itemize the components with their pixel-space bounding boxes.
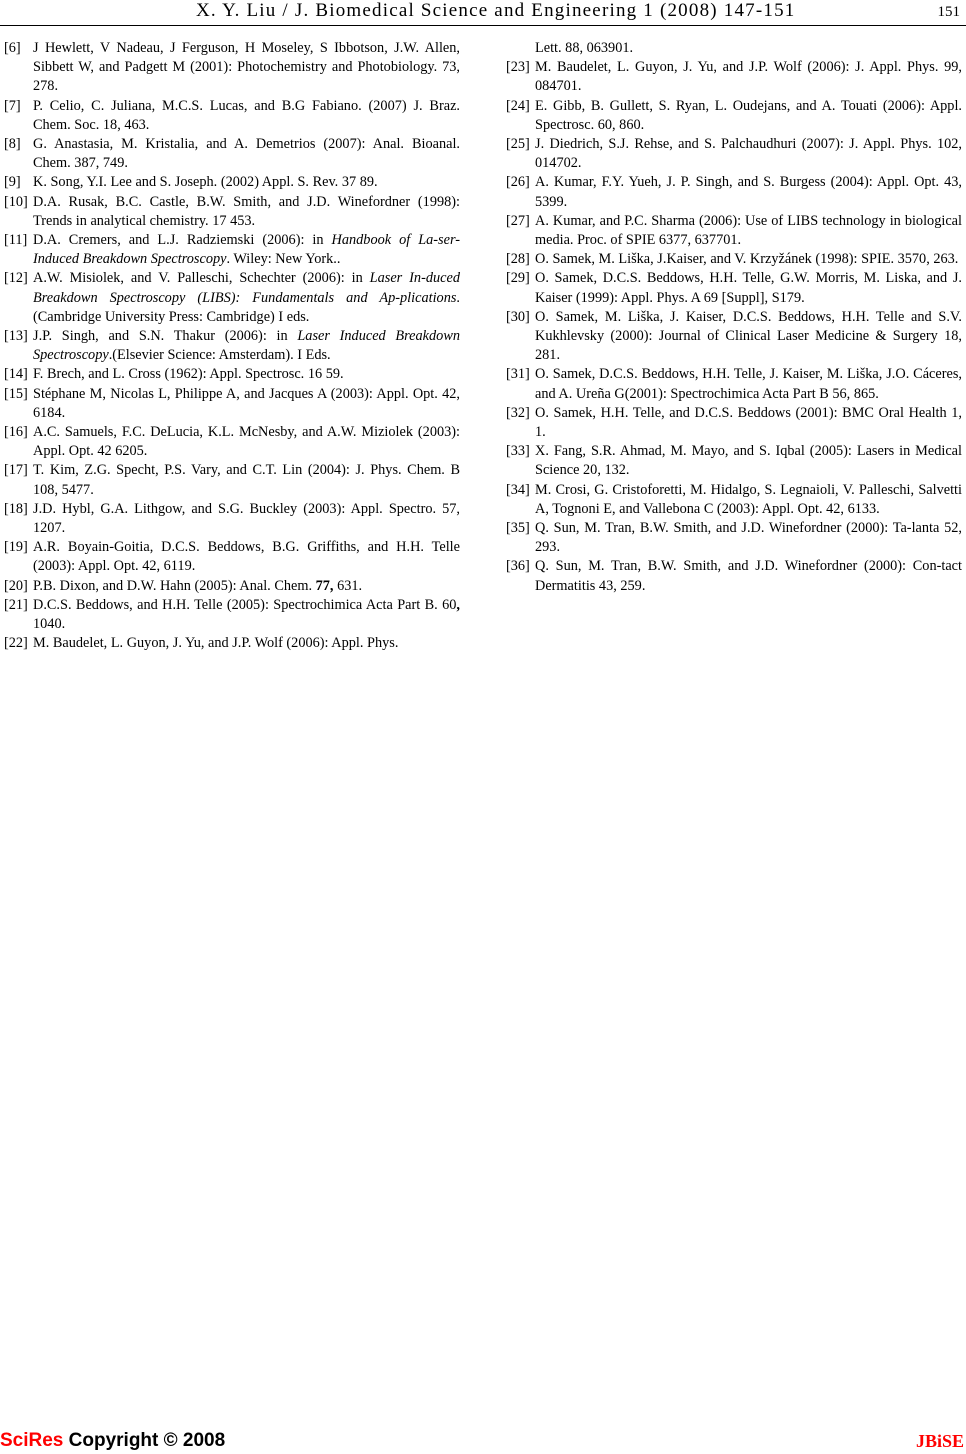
reference-text: J Hewlett, V Nadeau, J Ferguson, H Moseley, S Ibbotson, J.W. Allen, Sibbett W, and Padgett M (2001): Photochemistry and Photobiology. 73, 278. [33, 40, 460, 95]
reference-text: A.R. Boyain-Goitia, D.C.S. Beddows, B.G. Griffiths, and H.H. Telle (2003): Appl. Opt. 42, 6119. [33, 539, 460, 575]
reference-text: Q. Sun, M. Tran, B.W. Smith, and J.D. Winefordner (2000): Ta-lanta 52, 293. [535, 520, 962, 556]
reference-item [4, 385, 460, 423]
copyright-text: Copyright © 2008 [63, 1430, 226, 1451]
reference-number: [13] [4, 328, 28, 345]
reference-text: A.W. Misiolek, and V. Palleschi, Schechter (2006): in [33, 270, 370, 287]
reference-title-italic: Laser In-duced Breakdown Spectroscopy (LIBS): Fundamentals and Ap-plications [33, 270, 460, 306]
reference-number: [20] [4, 577, 28, 594]
reference-number: [28] [506, 251, 530, 268]
reference-continuation [506, 39, 962, 58]
reference-number: [26] [506, 174, 530, 191]
reference-item [506, 365, 962, 403]
reference-text: J. Diedrich, S.J. Rehse, and S. Palchaudhuri (2007): J. Appl. Phys. 102, 014702. [535, 136, 962, 172]
publisher-name: SciRes [0, 1430, 64, 1451]
reference-number: [23] [506, 59, 530, 76]
reference-item [506, 58, 962, 96]
reference-number: [27] [506, 212, 530, 229]
reference-item [4, 461, 460, 499]
reference-item [4, 538, 460, 576]
reference-item [4, 173, 460, 192]
reference-text: J.P. Singh, and S.N. Thakur (2006): in [33, 328, 298, 345]
reference-number: [7] [4, 97, 21, 114]
reference-item [4, 634, 460, 653]
reference-text: G. Anastasia, M. Kristalia, and A. Demetrios (2007): Anal. Bioanal. Chem. 387, 749. [33, 136, 460, 172]
reference-text: .(Elsevier Science: Amsterdam). I Eds. [108, 347, 331, 364]
reference-number: [31] [506, 366, 530, 383]
reference-text: O. Samek, M. Liška, J. Kaiser, D.C.S. Beddows, H.H. Telle and S.V. Kukhlevsky (2000): Journal of Clinical Laser Medicine & Surgery 18, 281. [535, 308, 962, 364]
reference-number: [29] [506, 270, 530, 287]
reference-item [4, 500, 460, 538]
reference-text: Q. Sun, M. Tran, B.W. Smith, and J.D. Winefordner (2000): Con-tact Dermatitis 43, 259. [535, 558, 962, 594]
reference-text: D.A. Cremers, and L.J. Radziemski (2006): in [33, 232, 332, 249]
reference-number: [10] [4, 193, 28, 210]
reference-number: [8] [4, 136, 21, 153]
reference-item [4, 193, 460, 231]
reference-item [506, 250, 962, 269]
reference-text: O. Samek, D.C.S. Beddows, H.H. Telle, J. Kaiser, M. Liška, J.O. Cáceres, and A. Ureña G(2001): Spectrochimica Acta Part B 56, 865. [535, 366, 962, 402]
reference-item [506, 442, 962, 480]
running-title: X. Y. Liu / J. Biomedical Science and Engineering 1 (2008) 147-151 [196, 0, 796, 21]
reference-item [506, 269, 962, 307]
reference-number: [21] [4, 596, 28, 613]
references-list-right [506, 58, 962, 596]
reference-item [4, 97, 460, 135]
reference-text: 631. [333, 577, 363, 594]
reference-number: [36] [506, 558, 530, 575]
reference-item [4, 577, 460, 596]
reference-item [4, 327, 460, 365]
reference-number: [17] [4, 462, 28, 479]
reference-text: O. Samek, D.C.S. Beddows, H.H. Telle, G.W. Morris, M. Liska, and J. Kaiser (1999): Appl. Phys. A 69 [Suppl], S179. [535, 270, 962, 306]
reference-number: [22] [4, 635, 28, 652]
reference-item [4, 423, 460, 461]
reference-number: [32] [506, 404, 530, 421]
reference-number: [6] [4, 40, 21, 56]
reference-text: M. Baudelet, L. Guyon, J. Yu, and J.P. Wolf (2006): Appl. Phys. [33, 635, 399, 652]
reference-text: O. Samek, M. Liška, J.Kaiser, and V. Krzyžánek (1998): SPIE. 3570, 263. [535, 251, 959, 268]
reference-item [4, 596, 460, 634]
publisher-brand [0, 1430, 225, 1452]
reference-title-italic: Laser Induced Breakdown Spectroscopy [33, 328, 461, 364]
reference-text: F. Brech, and L. Cross (1962): Appl. Spectrosc. 16 59. [33, 366, 344, 383]
reference-number: [12] [4, 270, 28, 287]
page-number: 151 [937, 4, 960, 20]
reference-number: [30] [506, 308, 530, 325]
reference-text: P.B. Dixon, and D.W. Hahn (2005): Anal. Chem. [33, 577, 316, 594]
reference-item [506, 135, 962, 173]
reference-text: Stéphane M, Nicolas L, Philippe A, and Jacques A (2003): Appl. Opt. 42, 6184. [33, 385, 460, 421]
reference-item [4, 135, 460, 173]
reference-text: A. Kumar, and P.C. Sharma (2006): Use of LIBS technology in biological media. Proc. of SPIE 6377, 637701. [535, 212, 962, 249]
reference-number: [19] [4, 539, 28, 556]
reference-text: P. Celio, C. Juliana, M.C.S. Lucas, and B.G Fabiano. (2007) J. Braz. Chem. Soc. 18, 463. [33, 97, 460, 133]
reference-text: A.C. Samuels, F.C. DeLucia, K.L. McNesby, and A.W. Miziolek (2003): Appl. Opt. 42 6205. [33, 424, 460, 460]
reference-text: J.D. Hybl, G.A. Lithgow, and S.G. Buckley (2003): Appl. Spectro. 57, 1207. [33, 500, 460, 537]
reference-text: A. Kumar, F.Y. Yueh, J. P. Singh, and S. Burgess (2004): Appl. Opt. 43, 5399. [535, 174, 962, 210]
reference-number: [35] [506, 520, 530, 537]
reference-text: X. Fang, S.R. Ahmad, M. Mayo, and S. Iqbal (2005): Lasers in Medical Science 20, 132. [535, 443, 962, 479]
reference-item [506, 97, 962, 135]
reference-number: [34] [506, 481, 530, 498]
reference-number: [11] [4, 232, 28, 249]
reference-text: . Wiley: New York.. [226, 251, 341, 268]
reference-item [506, 308, 962, 366]
reference-item [506, 173, 962, 211]
reference-text: O. Samek, H.H. Telle, and D.C.S. Beddows (2001): BMC Oral Health 1, 1. [535, 404, 962, 441]
reference-number: [33] [506, 443, 530, 460]
reference-item [506, 404, 962, 442]
reference-text: 1040. [33, 616, 66, 633]
reference-item [4, 231, 460, 269]
reference-text: M. Crosi, G. Cristoforetti, M. Hidalgo, S. Legnaioli, V. Palleschi, Salvetti A, Tognoni E, and Vallebona C (2003): Appl. Opt. 42, 6133. [535, 481, 962, 517]
reference-text: D.A. Rusak, B.C. Castle, B.W. Smith, and J.D. Winefordner (1998): Trends in analytical chemistry. 17 453. [33, 193, 460, 229]
reference-bold-text: 77, [315, 577, 334, 594]
reference-item [4, 39, 460, 97]
reference-bold-text: , [456, 596, 460, 613]
reference-text: E. Gibb, B. Gullett, S. Ryan, L. Oudejans, and A. Touati (2006): Appl. Spectrosc. 60, 860. [535, 97, 962, 133]
reference-text: T. Kim, Z.G. Specht, P.S. Vary, and C.T. Lin (2004): J. Phys. Chem. B 108, 5477. [33, 462, 460, 498]
reference-item [506, 557, 962, 595]
reference-continuation-text: Lett. 88, 063901. [535, 40, 634, 56]
reference-item [4, 365, 460, 384]
reference-item [506, 212, 962, 250]
journal-abbrev: JBiSE [915, 1431, 964, 1451]
reference-number: [18] [4, 500, 28, 517]
reference-item [4, 269, 460, 327]
references-column-right [506, 39, 962, 596]
reference-number: [16] [4, 424, 28, 441]
reference-number: [9] [4, 174, 21, 191]
reference-number: [14] [4, 366, 28, 383]
reference-text: . (Cambridge University Press: Cambridge) I eds. [33, 289, 460, 325]
reference-title-italic: Handbook of La-ser-Induced Breakdown Spectroscopy [33, 232, 460, 268]
reference-item [506, 481, 962, 519]
reference-text: M. Baudelet, L. Guyon, J. Yu, and J.P. Wolf (2006): J. Appl. Phys. 99, 084701. [535, 59, 962, 95]
reference-number: [15] [4, 385, 28, 402]
reference-number: [25] [506, 136, 530, 153]
reference-item [506, 519, 962, 557]
reference-number: [24] [506, 97, 530, 114]
page-footer [0, 1428, 966, 1454]
reference-text: D.C.S. Beddows, and H.H. Telle (2005): Spectrochimica Acta Part B. 60 [33, 596, 457, 613]
references-column-left [4, 39, 460, 654]
header-rule [0, 25, 966, 26]
reference-text: K. Song, Y.I. Lee and S. Joseph. (2002) Appl. S. Rev. 37 89. [33, 174, 378, 191]
